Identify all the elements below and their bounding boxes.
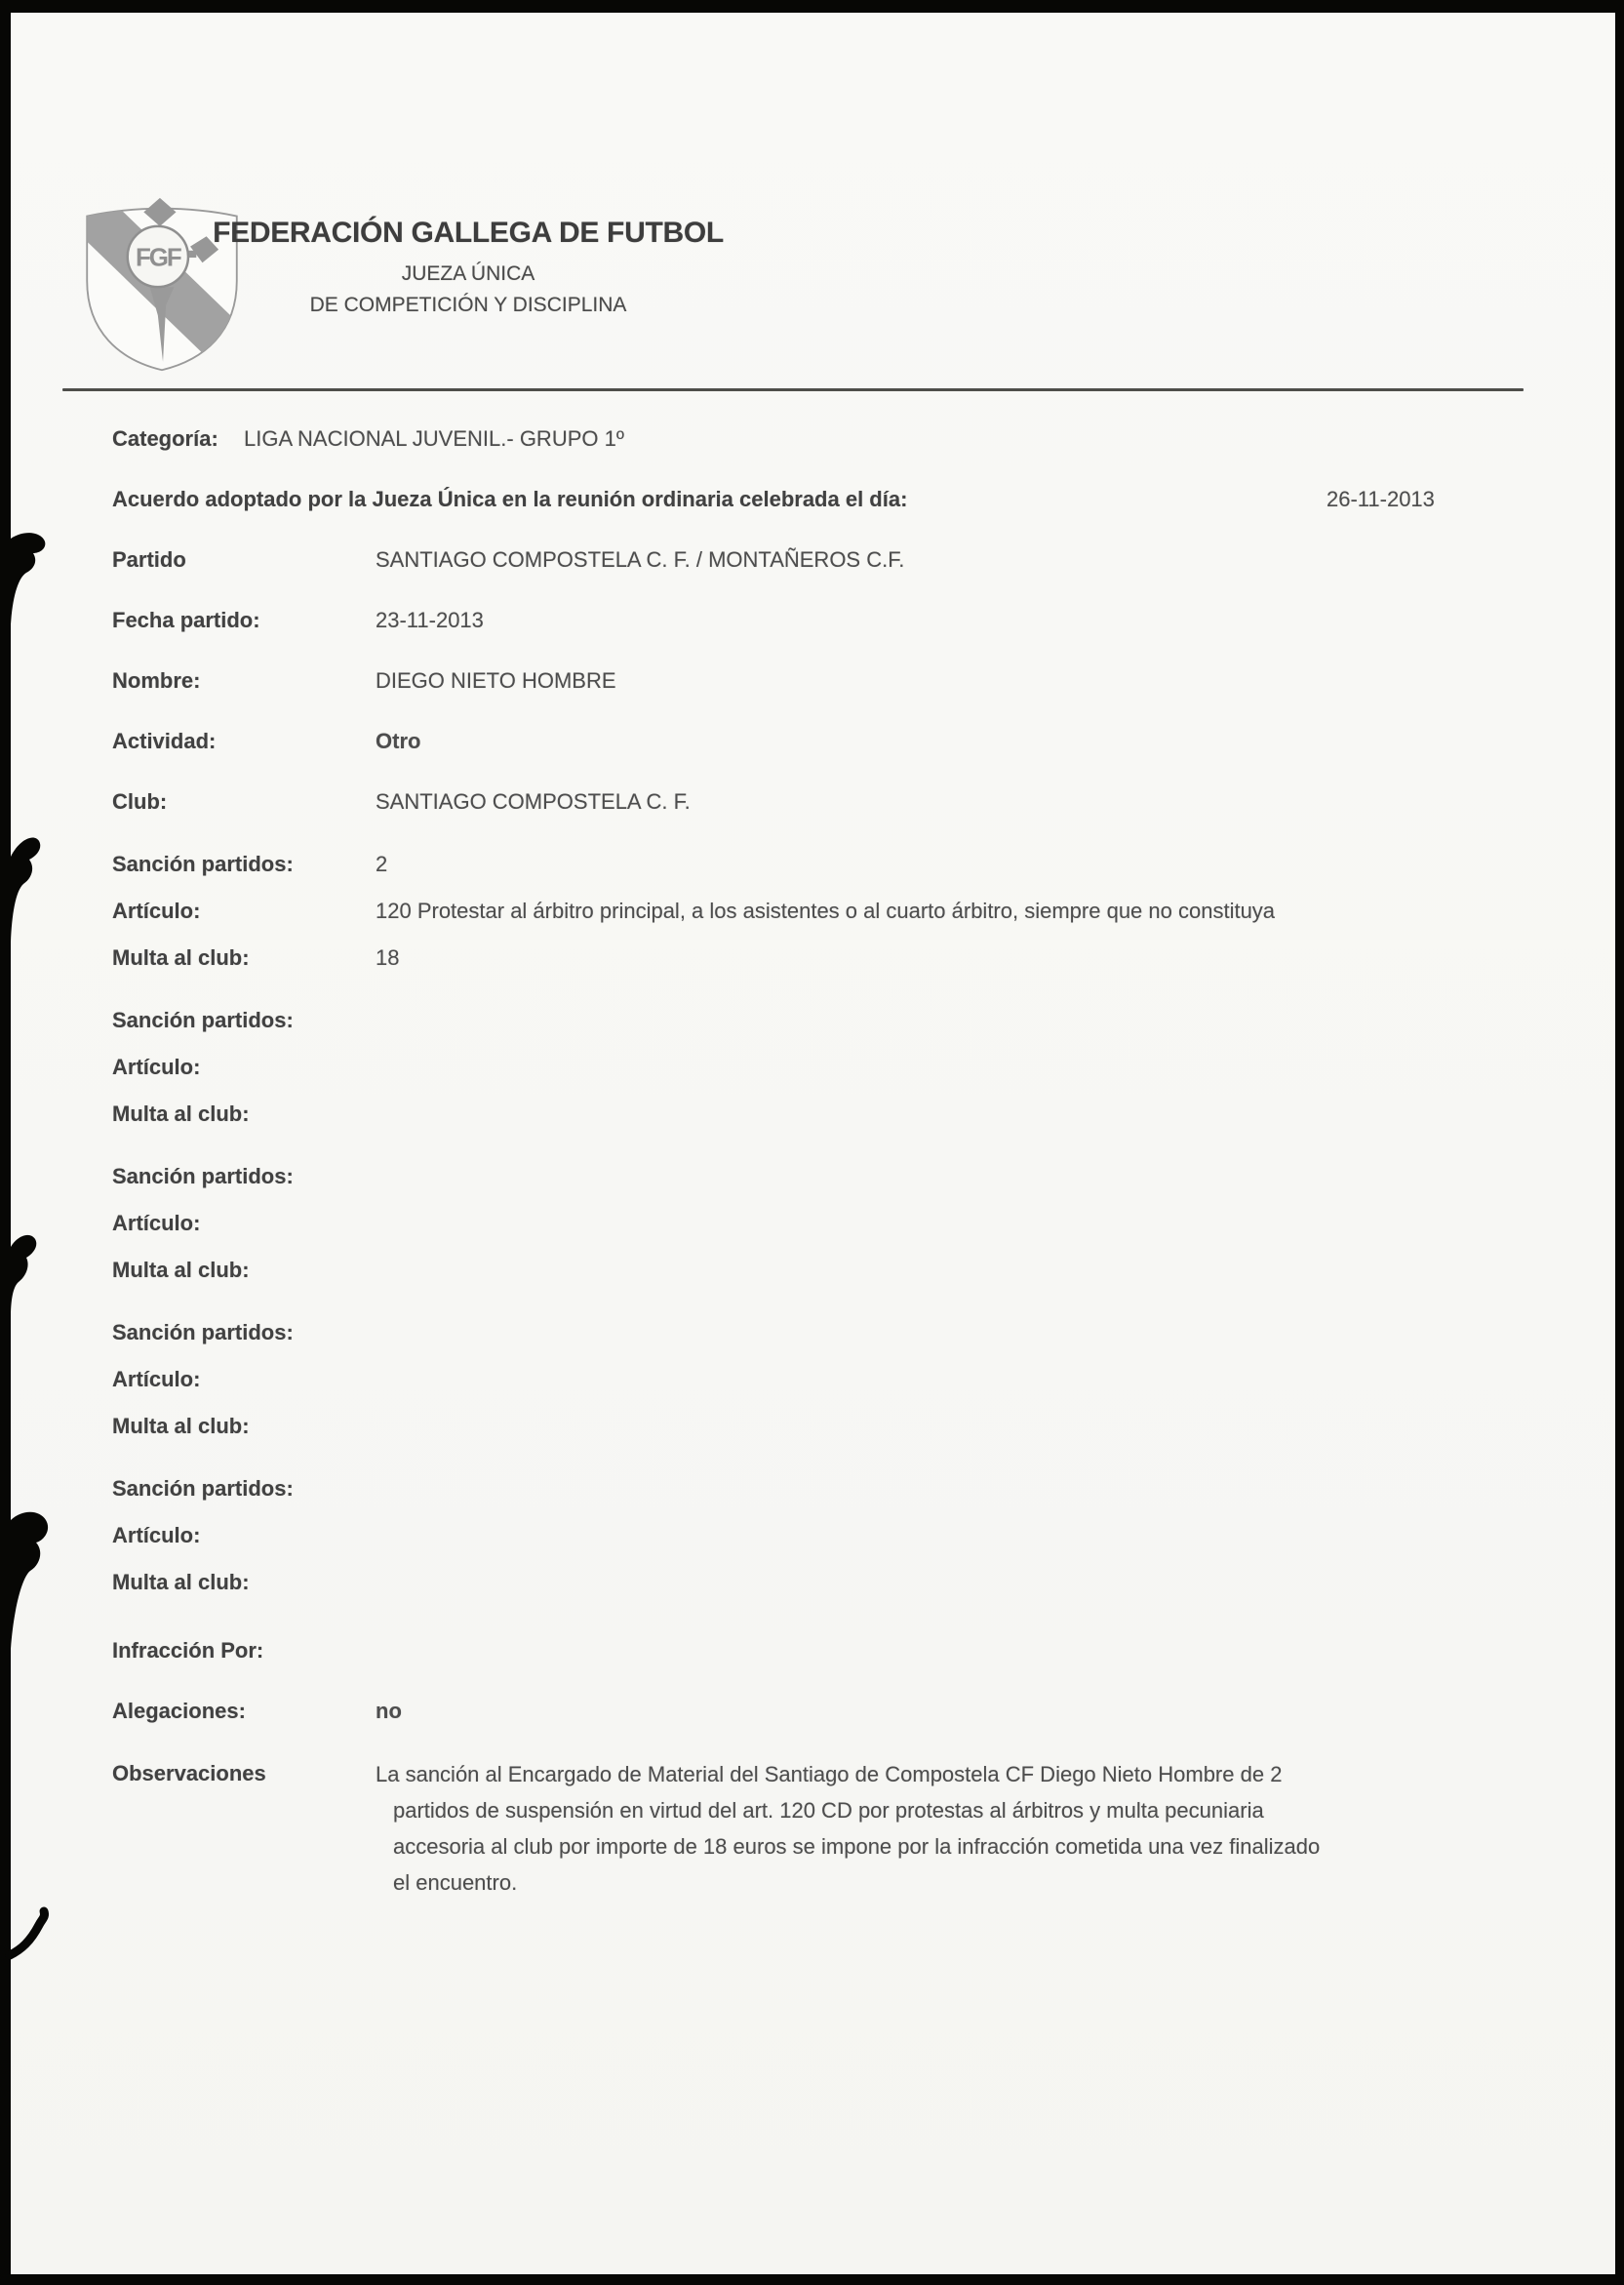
multa-club-row — [112, 1571, 1541, 1594]
header-divider — [62, 388, 1524, 391]
field-label: Multa al club: — [112, 1258, 250, 1282]
field-actividad — [112, 730, 1541, 753]
field-partido — [112, 548, 1541, 572]
field-fecha-partido — [112, 609, 1541, 632]
field-label: Alegaciones: — [112, 1699, 246, 1723]
field-categoria — [112, 427, 1541, 451]
field-label: Multa al club: — [112, 1102, 250, 1126]
field-nombre — [112, 669, 1541, 693]
articulo-row — [112, 1212, 1541, 1235]
observaciones-text — [376, 1762, 1320, 1906]
field-label: Sanción partidos: — [112, 1320, 294, 1344]
multa-club-row — [112, 1102, 1541, 1126]
multa-club-row — [112, 1415, 1541, 1438]
field-label: Club: — [112, 789, 168, 814]
sancion-partidos-row — [112, 1165, 1541, 1188]
field-value: no — [376, 1699, 402, 1723]
multa-club-row — [112, 946, 1541, 970]
field-label: Infracción Por: — [112, 1638, 264, 1663]
field-label: Sanción partidos: — [112, 1476, 294, 1501]
field-label: Artículo: — [112, 1523, 201, 1547]
field-label: Fecha partido: — [112, 608, 260, 632]
articulo-row — [112, 1368, 1541, 1391]
observaciones-line: La sanción al Encargado de Material del Santiago de Compostela CF Diego Nieto Hombre de 2 — [376, 1762, 1283, 1786]
field-label: Artículo: — [112, 899, 201, 923]
crest-monogram: FGF — [136, 244, 180, 272]
multa-club-row — [112, 1259, 1541, 1282]
articulo-row — [112, 1056, 1541, 1079]
field-observaciones — [112, 1762, 1541, 1906]
field-label: Partido — [112, 547, 186, 572]
field-label: Sanción partidos: — [112, 1008, 294, 1032]
field-value: 120 Protestar al árbitro principal, a los asistentes o al cuarto árbitro, siempre que no constituya — [376, 899, 1276, 923]
field-infraccion — [112, 1639, 1541, 1663]
field-value: SANTIAGO COMPOSTELA C. F. / MONTAÑEROS C.F. — [376, 547, 905, 572]
field-value: LIGA NACIONAL JUVENIL.- GRUPO 1º — [244, 426, 624, 451]
field-label: Sanción partidos: — [112, 852, 294, 876]
field-label: Artículo: — [112, 1211, 201, 1235]
scan-edge-top — [0, 0, 1624, 13]
field-label: Artículo: — [112, 1055, 201, 1079]
sancion-partidos-row — [112, 1321, 1541, 1344]
field-value: 2 — [376, 852, 388, 876]
scan-edge-right — [1615, 0, 1624, 2285]
letterhead — [146, 217, 790, 317]
field-club — [112, 790, 1541, 814]
field-label: Categoría: — [112, 426, 218, 451]
field-label: Observaciones — [112, 1761, 266, 1785]
sancion-partidos-row — [112, 853, 1541, 876]
field-value: 26-11-2013 — [1327, 487, 1435, 511]
org-subtitle-1: JUEZA ÚNICA — [401, 262, 535, 285]
field-label: Acuerdo adoptado por la Jueza Única en la reunión ordinaria celebrada el día: — [112, 487, 908, 511]
field-alegaciones — [112, 1700, 1541, 1723]
scan-edge-bottom — [0, 2274, 1624, 2285]
org-name: FEDERACIÓN GALLEGA DE FUTBOL — [213, 217, 724, 249]
field-value: 18 — [376, 945, 400, 970]
field-label: Multa al club: — [112, 945, 250, 970]
field-label: Multa al club: — [112, 1414, 250, 1438]
field-label: Multa al club: — [112, 1570, 250, 1594]
sancion-partidos-row — [112, 1009, 1541, 1032]
scan-edge-left-binding-marks — [0, 0, 68, 2285]
sancion-partidos-row — [112, 1477, 1541, 1501]
org-subtitle-2: DE COMPETICIÓN Y DISCIPLINA — [309, 294, 627, 316]
field-value: DIEGO NIETO HOMBRE — [376, 668, 616, 693]
articulo-row — [112, 1524, 1541, 1547]
observaciones-line: accesoria al club por importe de 18 euros se impone por la infracción cometida una vez finalizado — [393, 1834, 1321, 1859]
field-label: Artículo: — [112, 1367, 201, 1391]
field-label: Actividad: — [112, 729, 217, 753]
observaciones-line: el encuentro. — [393, 1870, 518, 1895]
document-body — [112, 427, 1541, 1906]
field-label: Sanción partidos: — [112, 1164, 294, 1188]
field-value: Otro — [376, 729, 421, 753]
articulo-row — [112, 900, 1541, 923]
field-label: Nombre: — [112, 668, 201, 693]
field-value: SANTIAGO COMPOSTELA C. F. — [376, 789, 691, 814]
field-value: 23-11-2013 — [376, 608, 484, 632]
field-acuerdo — [112, 488, 1541, 511]
observaciones-line: partidos de suspensión en virtud del art. 120 CD por protestas al árbitros y multa pecuniaria — [393, 1798, 1264, 1823]
